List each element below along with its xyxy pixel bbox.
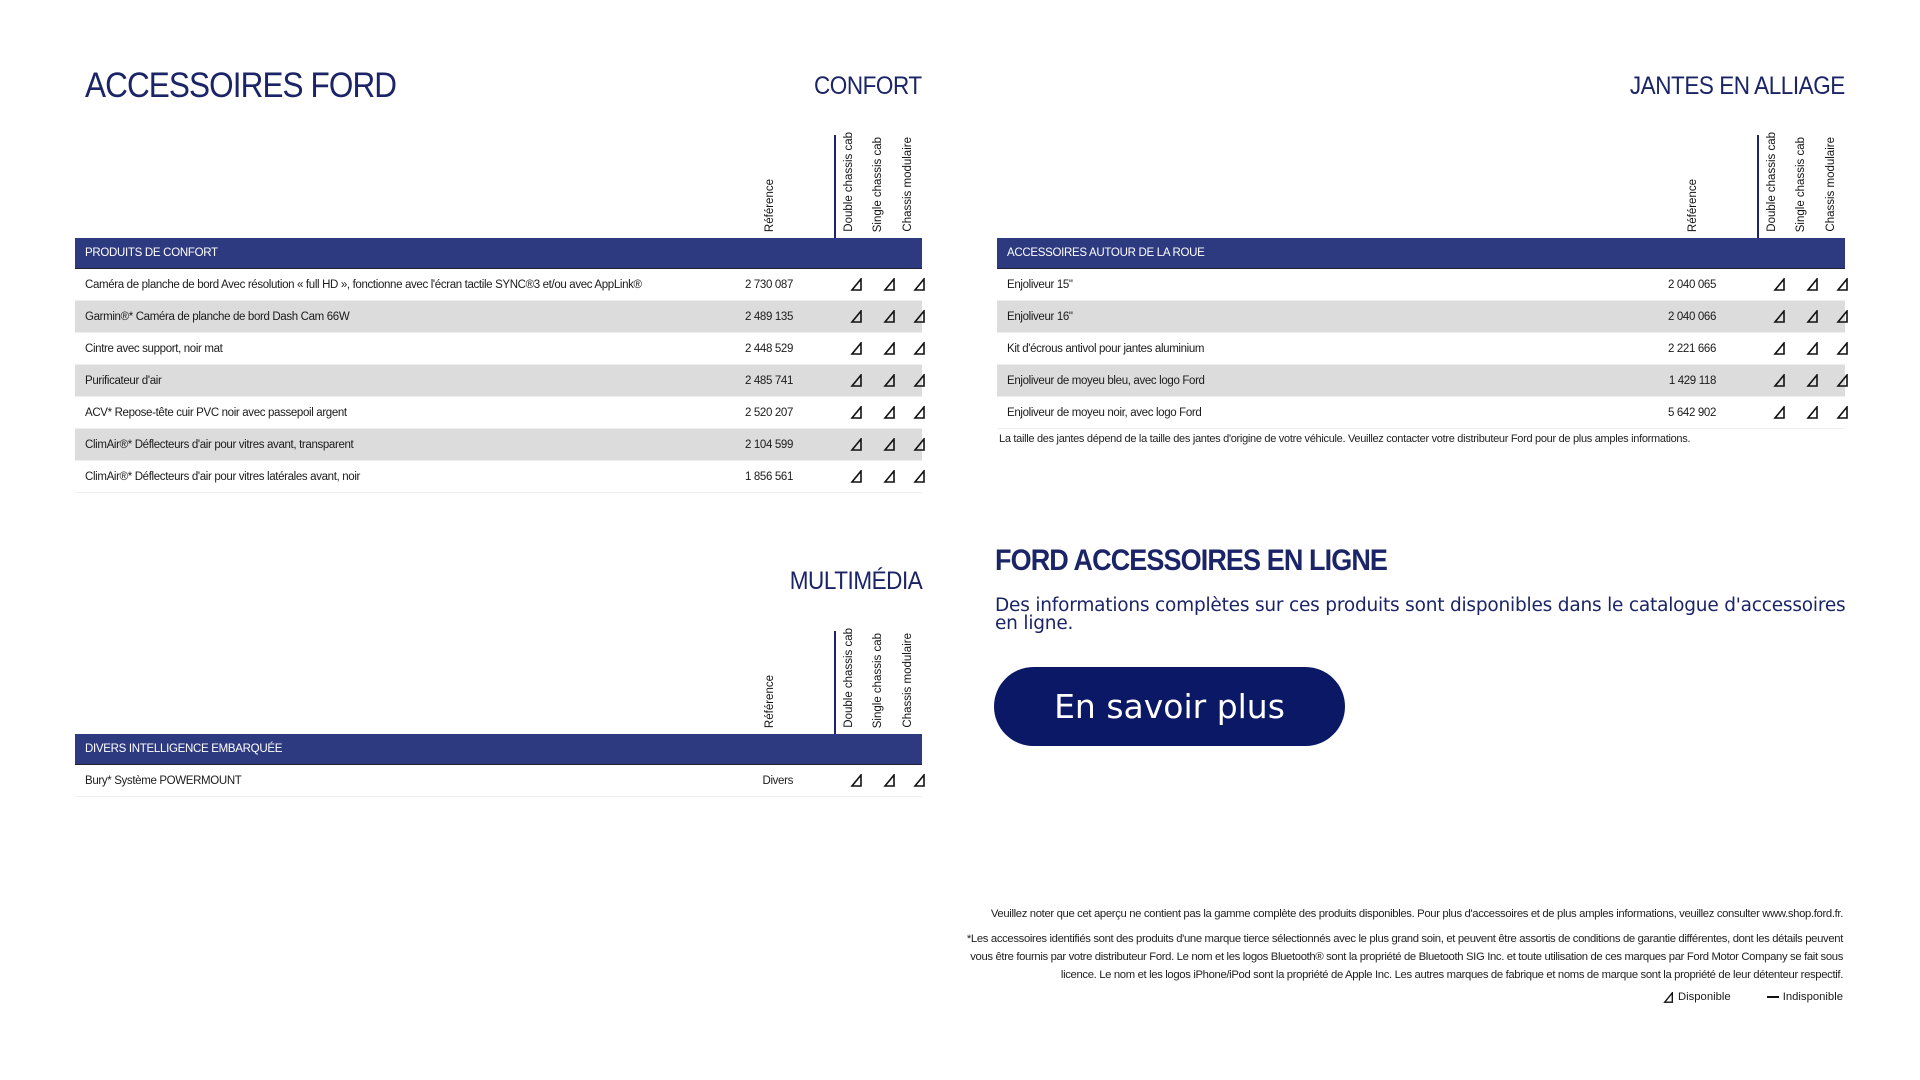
table-row [75,461,922,493]
footer-note-2: *Les accessoires identifiés sont des produits d'une marque tierce sélectionnés avec le plus grand soin, et peuvent être assortis de conditions de garantie différentes, dont les détails peuvent [966,933,1843,945]
legend [1663,991,1843,1003]
available-check-icon [1773,310,1786,323]
table-row [75,269,922,301]
table-row [75,429,922,461]
table-row [75,301,922,333]
column-header-double-chassis-cab: Double chassis cab [843,628,855,728]
table-row [997,397,1845,429]
jantes-note: La taille des jantes dépend de la taille des jantes d'origine de votre véhicule. Veuillez contacter votre distributeur Ford pour de plus amples informations. [999,433,1691,445]
product-name: ClimAir®* Déflecteurs d'air pour vitres avant, transparent [85,439,354,451]
product-reference: 2 104 599 [744,439,793,451]
available-check-icon [1806,278,1819,291]
column-header-single-chassis-cab: Single chassis cab [872,136,884,232]
available-check-icon [1773,406,1786,419]
product-reference: 2 485 741 [744,375,793,387]
product-reference: Divers [762,775,793,787]
available-check-icon [883,774,896,787]
available-check-icon [850,774,863,787]
product-reference: 2 520 207 [744,407,793,419]
available-check-icon [1806,310,1819,323]
available-check-icon [913,438,926,451]
column-headers [75,132,922,238]
multimedia-table [75,628,922,797]
available-check-icon [913,774,926,787]
available-check-icon [850,438,863,451]
category-band: DIVERS INTELLIGENCE EMBARQUÉE [75,734,922,765]
available-check-icon [1663,992,1674,1003]
available-check-icon [913,342,926,355]
column-header-single-chassis-cab: Single chassis cab [1795,136,1807,232]
available-check-icon [883,342,896,355]
available-check-icon [1836,278,1849,291]
product-name: Enjoliveur 16" [1007,311,1073,323]
product-name: Cintre avec support, noir mat [85,343,223,355]
table-row [997,301,1845,333]
column-header-chassis-modulaire: Chassis modulaire [902,137,914,232]
available-check-icon [883,310,896,323]
available-check-icon [1836,374,1849,387]
product-name: Enjoliveur 15" [1007,279,1073,291]
column-header-reference: Référence [764,178,776,232]
available-check-icon [1836,406,1849,419]
footer-note-1: Veuillez noter que cet aperçu ne contient pas la gamme complète des produits disponibles. Pour plus d'accessoires et de plus amples informations, veuillez consulter www.shop.ford.fr. [990,908,1843,920]
available-check-icon [1806,374,1819,387]
confort-table [75,132,922,493]
jantes-table [997,132,1845,429]
available-check-icon [850,374,863,387]
table-row [997,365,1845,397]
product-name: Kit d'écrous antivol pour jantes aluminium [1007,343,1205,355]
column-divider [1757,135,1759,238]
available-check-icon [883,278,896,291]
product-reference: 2 730 087 [744,279,793,291]
column-headers [997,132,1845,238]
product-name: Enjoliveur de moyeu noir, avec logo Ford [1007,407,1202,419]
column-header-reference: Référence [764,674,776,728]
column-header-double-chassis-cab: Double chassis cab [1766,132,1778,232]
product-reference: 2 489 135 [744,311,793,323]
available-check-icon [850,278,863,291]
category-band: ACCESSOIRES AUTOUR DE LA ROUE [997,238,1845,269]
column-divider [834,135,836,238]
available-check-icon [883,470,896,483]
available-check-icon [1773,342,1786,355]
footer-note-4: licence. Le nom et les logos iPhone/iPod sont la propriété de Apple Inc. Les autres marques de fabrique et noms de marque sont la propriété de leur détenteur respectif. [1060,969,1843,981]
product-reference: 2 040 065 [1667,279,1716,291]
product-name: Enjoliveur de moyeu bleu, avec logo Ford [1007,375,1205,387]
available-check-icon [883,438,896,451]
unavailable-dash-icon [1767,995,1779,999]
available-check-icon [1836,310,1849,323]
section-title-jantes: JANTES EN ALLIAGE [1630,72,1845,100]
available-check-icon [913,374,926,387]
available-check-icon [913,406,926,419]
product-reference: 1 429 118 [1668,375,1716,387]
product-reference: 2 221 666 [1667,343,1716,355]
legend-unavailable [1767,991,1843,1003]
column-header-chassis-modulaire: Chassis modulaire [902,633,914,728]
legend-available [1663,991,1731,1003]
product-reference: 5 642 902 [1667,407,1716,419]
column-header-reference: Référence [1687,178,1699,232]
available-check-icon [850,342,863,355]
available-check-icon [913,470,926,483]
available-check-icon [1773,374,1786,387]
product-reference: 2 448 529 [744,343,793,355]
available-check-icon [1806,342,1819,355]
available-check-icon [1806,406,1819,419]
column-divider [834,631,836,734]
legend-unavailable-label: Indisponible [1782,991,1843,1003]
available-check-icon [850,406,863,419]
legend-available-label: Disponible [1677,991,1731,1003]
available-check-icon [913,278,926,291]
available-check-icon [850,470,863,483]
available-check-icon [1773,278,1786,291]
available-check-icon [883,406,896,419]
available-check-icon [883,374,896,387]
product-name: Purificateur d'air [85,375,162,387]
table-row [75,365,922,397]
section-title-multimedia: MULTIMÉDIA [789,567,922,595]
table-row [997,269,1845,301]
table-row [75,397,922,429]
product-name: ACV* Repose-tête cuir PVC noir avec passepoil argent [85,407,347,419]
product-name: ClimAir®* Déflecteurs d'air pour vitres latérales avant, noir [85,471,361,483]
column-header-chassis-modulaire: Chassis modulaire [1825,137,1837,232]
product-reference: 1 856 561 [744,471,793,483]
available-check-icon [1836,342,1849,355]
page-title: ACCESSOIRES FORD [85,66,397,105]
online-description: Des informations complètes sur ces produits sont disponibles dans le catalogue d'accessoires en ligne. [995,595,1846,634]
category-band: PRODUITS DE CONFORT [75,238,922,269]
section-title-confort: CONFORT [814,72,922,100]
product-reference: 2 040 066 [1667,311,1716,323]
product-name: Bury* Système POWERMOUNT [85,775,242,787]
product-name: Garmin®* Caméra de planche de bord Dash Cam 66W [85,311,350,323]
table-row [75,333,922,365]
table-row [997,333,1845,365]
product-name: Caméra de planche de bord Avec résolution « full HD », fonctionne avec l'écran tactile SYNC®3 et/ou avec AppLink® [85,279,642,291]
available-check-icon [850,310,863,323]
column-header-double-chassis-cab: Double chassis cab [843,132,855,232]
column-header-single-chassis-cab: Single chassis cab [872,632,884,728]
table-row [75,765,922,797]
available-check-icon [913,310,926,323]
online-title: FORD ACCESSOIRES EN LIGNE [995,544,1388,577]
column-headers [75,628,922,734]
footer-note-3: vous être fournis par votre distributeur Ford. Le nom et les logos Bluetooth® sont la propriété de Bluetooth SIG Inc. et toute utilisation de ces marques par Ford Motor Company se fait sous [970,951,1843,963]
en-savoir-plus-button[interactable]: En savoir plus [994,667,1345,746]
